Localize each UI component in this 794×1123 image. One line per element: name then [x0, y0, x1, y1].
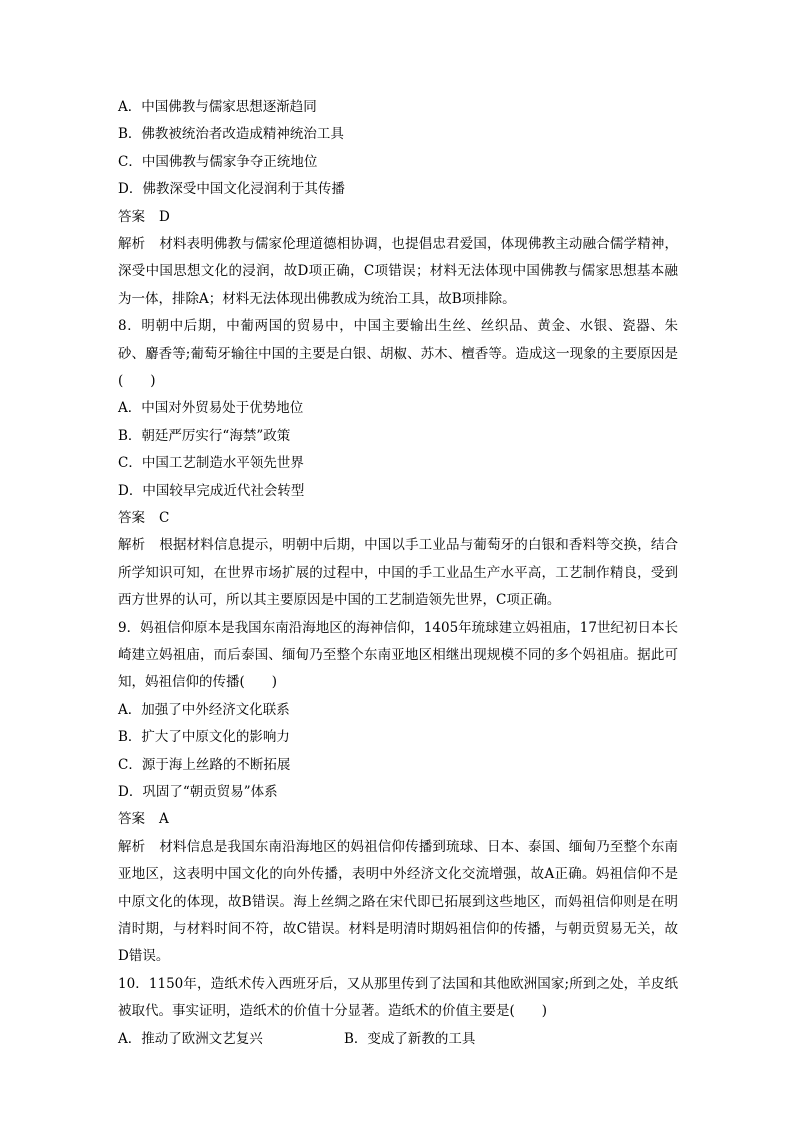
- q8-analysis: [118, 532, 678, 614]
- q9-analysis-text: 材料信息是我国东南沿海地区的妈祖信仰传播到琉球、日本、泰国、缅甸乃至整个东南亚地区，这表明中国文化的向外传播，表明中外经济文化交流增强，故A正确。妈祖信仰不是中原文化的体现，故B错误。海上丝绸之路在宋代即已拓展到这些地区，而妈祖信仰则是在明清时期，与材料时间不符，故C错误。材料是明清时期妈祖信仰的传播，与朝贡贸易无关，故D错误。: [118, 838, 679, 965]
- q7-option-d: D．佛教深受中国文化浸润利于其传播: [118, 181, 345, 198]
- q7-answer: [118, 204, 678, 231]
- q10-stem: 10．1150年，造纸术传入西班牙后，又从那里传到了法国和其他欧洲国家;所到之处，羊皮纸被取代。事实证明，造纸术的价值十分显著。造纸术的价值主要是( ): [118, 975, 678, 1020]
- q10-option-a: A．推动了欧洲文艺复兴: [118, 1030, 263, 1047]
- q8-option-a: A．中国对外贸易处于优势地位: [118, 400, 304, 417]
- q9-answer: [118, 806, 678, 833]
- q9-option-a: A．加强了中外经济文化联系: [118, 701, 290, 718]
- q9-analysis: [118, 834, 678, 971]
- q7-option-b: B．佛教被统治者改造成精神统治工具: [118, 126, 344, 143]
- q7-option-c: C．中国佛教与儒家争夺正统地位: [118, 153, 318, 170]
- q8-answer: [118, 505, 678, 532]
- q9-analysis-label: 解析: [118, 838, 146, 855]
- document-content: [118, 94, 678, 1053]
- q8-stem: 8．明朝中后期，中葡两国的贸易中，中国主要输出生丝、丝织品、黄金、水银、瓷器、朱砂、麝香等;葡萄牙输往中国的主要是白银、胡椒、苏木、檀香等。造成这一现象的主要原因是( ): [118, 318, 678, 389]
- q8-option-d: D．中国较早完成近代社会转型: [118, 482, 305, 499]
- q10-option-b: B．变成了新教的工具: [344, 1030, 476, 1047]
- q8-answer-label: 答案: [118, 509, 145, 526]
- q7-option-a: A．中国佛教与儒家思想逐渐趋同: [118, 99, 317, 115]
- q7-analysis-text: 材料表明佛教与儒家伦理道德相协调，也提倡忠君爱国，体现佛教主动融合儒学精神，深受中国思想文化的浸润，故D项正确，C项错误；材料无法体现中国佛教与儒家思想基本融为一体，排除A；材料无法体现出佛教成为统治工具，故B项排除。: [118, 235, 679, 307]
- q10-options-row: [118, 1026, 678, 1053]
- q7-analysis-label: 解析: [118, 235, 146, 252]
- q8-option-c: C．中国工艺制造水平领先世界: [118, 455, 304, 472]
- q7-answer-label: 答案: [118, 208, 145, 225]
- q8-analysis-label: 解析: [118, 537, 146, 554]
- q8-option-b: B．朝廷严厉实行“海禁”政策: [118, 427, 291, 444]
- q8-answer-value: C: [159, 509, 170, 526]
- q7-answer-value: D: [159, 208, 170, 225]
- q9-option-b: B．扩大了中原文化的影响力: [118, 729, 290, 746]
- q8-analysis-text: 根据材料信息提示，明朝中后期，中国以手工业品与葡萄牙的白银和香料等交换，结合所学知识可知，在世界市场扩展的过程中，中国的手工业品生产水平高，工艺制作精良，受到西方世界的认可，所以其主要原因是中国的工艺制造领先世界，C项正确。: [118, 537, 679, 609]
- q9-option-d: D．巩固了“朝贡贸易”体系: [118, 783, 278, 800]
- q7-analysis: [118, 231, 678, 313]
- q9-answer-label: 答案: [118, 811, 145, 828]
- q9-option-c: C．源于海上丝路的不断拓展: [118, 756, 291, 773]
- q9-stem: 9．妈祖信仰原本是我国东南沿海地区的海神信仰，1405年琉球建立妈祖庙，17世纪初日本长崎建立妈祖庙，而后泰国、缅甸乃至整个东南亚地区相继出现规模不同的多个妈祖庙。据此可知，妈祖信仰的传播( ): [118, 619, 678, 691]
- q9-answer-value: A: [159, 811, 169, 828]
